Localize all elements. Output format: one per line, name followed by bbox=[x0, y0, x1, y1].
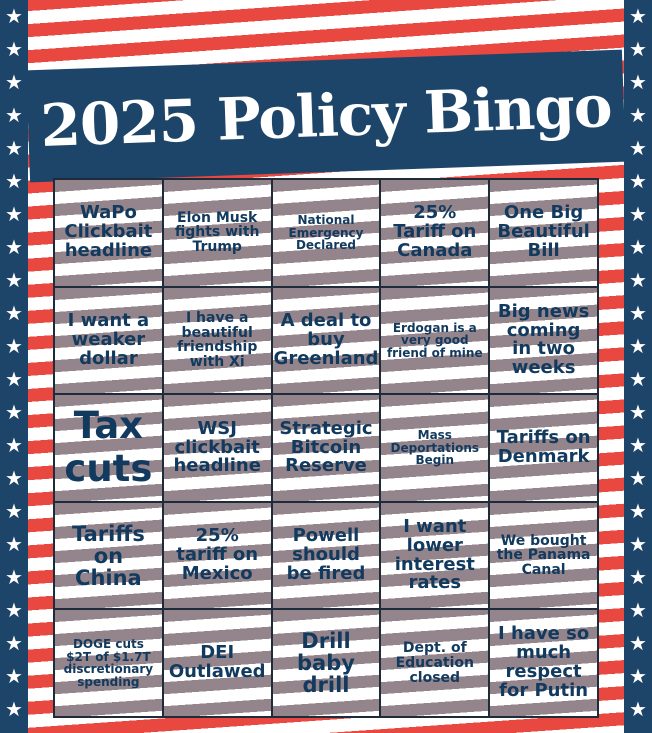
star-icon: ★ bbox=[5, 598, 23, 622]
bingo-cell: A deal to buy Greenland bbox=[273, 288, 380, 394]
bingo-cell: Big news coming in two weeks bbox=[490, 288, 597, 394]
star-icon: ★ bbox=[5, 70, 23, 94]
bingo-cell: Dept. of Education closed bbox=[381, 610, 488, 716]
star-icon: ★ bbox=[629, 235, 647, 259]
star-icon: ★ bbox=[629, 664, 647, 688]
star-icon: ★ bbox=[629, 598, 647, 622]
star-icon: ★ bbox=[5, 400, 23, 424]
bingo-cell: Erdogan is a very good friend of mine bbox=[381, 288, 488, 394]
bingo-cell: One Big Beautiful Bill bbox=[490, 180, 597, 286]
star-icon: ★ bbox=[5, 268, 23, 292]
bingo-cell: DOGE cuts $2T of $1.7T discretionary spending bbox=[55, 610, 162, 716]
bingo-cell: I have so much respect for Putin bbox=[490, 610, 597, 716]
star-icon: ★ bbox=[5, 103, 23, 127]
star-icon: ★ bbox=[5, 136, 23, 160]
star-icon: ★ bbox=[629, 103, 647, 127]
star-icon: ★ bbox=[5, 367, 23, 391]
star-icon: ★ bbox=[629, 334, 647, 358]
star-icon: ★ bbox=[5, 631, 23, 655]
bingo-cell: Strategic Bitcoin Reserve bbox=[273, 395, 380, 501]
right-star-border bbox=[624, 0, 652, 733]
star-icon: ★ bbox=[5, 4, 23, 28]
bingo-cell: Powell should be fired bbox=[273, 503, 380, 609]
bingo-cell: Tariffs on Denmark bbox=[490, 395, 597, 501]
star-icon: ★ bbox=[629, 631, 647, 655]
star-icon: ★ bbox=[629, 367, 647, 391]
bingo-cell: Tax cuts bbox=[55, 395, 162, 501]
star-icon: ★ bbox=[5, 433, 23, 457]
star-icon: ★ bbox=[629, 202, 647, 226]
bingo-cell: I want lower interest rates bbox=[381, 503, 488, 609]
bingo-cell: We bought the Panama Canal bbox=[490, 503, 597, 609]
star-icon: ★ bbox=[629, 268, 647, 292]
star-icon: ★ bbox=[629, 400, 647, 424]
bingo-cell: Mass Deportations Begin bbox=[381, 395, 488, 501]
bingo-cell: WaPo Clickbait headline bbox=[55, 180, 162, 286]
star-icon: ★ bbox=[629, 37, 647, 61]
star-icon: ★ bbox=[5, 466, 23, 490]
star-icon: ★ bbox=[5, 664, 23, 688]
star-icon: ★ bbox=[629, 697, 647, 721]
star-icon: ★ bbox=[5, 697, 23, 721]
star-icon: ★ bbox=[5, 532, 23, 556]
bingo-cell: 25% Tariff on Canada bbox=[381, 180, 488, 286]
star-icon: ★ bbox=[5, 565, 23, 589]
star-icon: ★ bbox=[5, 37, 23, 61]
star-icon: ★ bbox=[629, 70, 647, 94]
bingo-cell: WSJ clickbait headline bbox=[164, 395, 271, 501]
bingo-cell: I have a beautiful friendship with Xi bbox=[164, 288, 271, 394]
star-icon: ★ bbox=[5, 301, 23, 325]
bingo-cell: Tariffs on China bbox=[55, 503, 162, 609]
star-icon: ★ bbox=[5, 202, 23, 226]
bingo-cell: I want a weaker dollar bbox=[55, 288, 162, 394]
bingo-grid bbox=[53, 178, 599, 718]
star-icon: ★ bbox=[629, 4, 647, 28]
star-icon: ★ bbox=[5, 334, 23, 358]
bingo-cell: 25% tariff on Mexico bbox=[164, 503, 271, 609]
page-title: 2025 Policy Bingo bbox=[39, 72, 613, 160]
star-icon: ★ bbox=[629, 466, 647, 490]
bingo-cell: DEI Outlawed bbox=[164, 610, 271, 716]
bingo-cell: Elon Musk fights with Trump bbox=[164, 180, 271, 286]
left-star-border bbox=[0, 0, 28, 733]
bingo-cell: Drill baby drill bbox=[273, 610, 380, 716]
star-icon: ★ bbox=[5, 235, 23, 259]
star-icon: ★ bbox=[629, 301, 647, 325]
star-icon: ★ bbox=[629, 565, 647, 589]
bingo-cell: National Emergency Declared bbox=[273, 180, 380, 286]
star-icon: ★ bbox=[629, 433, 647, 457]
star-icon: ★ bbox=[629, 499, 647, 523]
star-icon: ★ bbox=[5, 169, 23, 193]
star-icon: ★ bbox=[5, 499, 23, 523]
star-icon: ★ bbox=[629, 532, 647, 556]
star-icon: ★ bbox=[629, 136, 647, 160]
star-icon: ★ bbox=[629, 169, 647, 193]
